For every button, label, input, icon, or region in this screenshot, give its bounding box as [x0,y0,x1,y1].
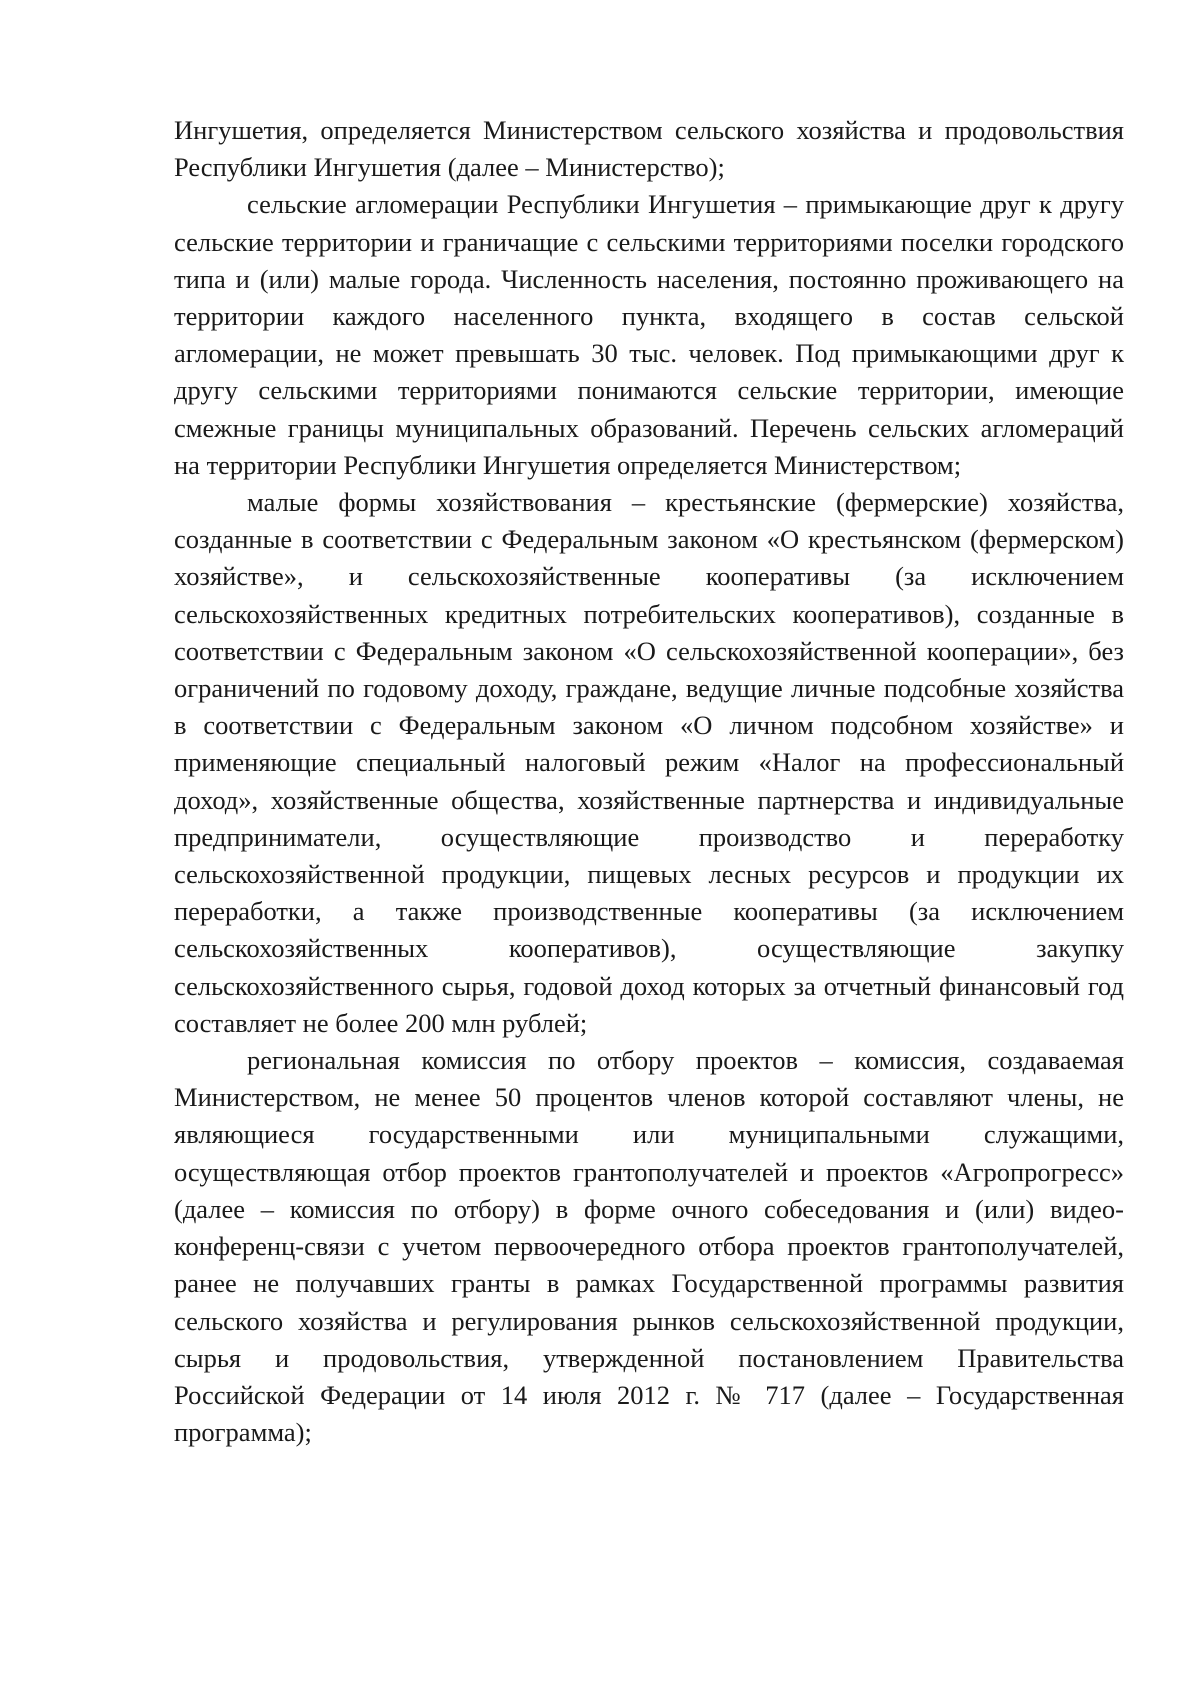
document-body [174,112,1124,1451]
paragraph-continuation-ministry: Ингушетия, определяется Министерством сельского хозяйства и продовольствия Республики Ингушетия (далее – Министерство); [174,115,1124,183]
paragraph-rural-agglomerations: сельские агломерации Республики Ингушетия – примыкающие друг к другу сельские территории и граничащие с сельскими территориями поселки городского типа и (или) малые города. Численность населения, постоянно проживающего на территории каждого населенного пункта, входящего в состав сельской агломерации, не может превышать 30 тыс. человек. Под примыкающими друг к другу сельскими территориями понимаются сельские территории, имеющие смежные границы муниципальных образований. Перечень сельских агломераций на территории Республики Ингушетия определяется Министерством; [174,189,1124,480]
paragraph-regional-commission: региональная комиссия по отбору проектов – комиссия, создаваемая Министерством, не менее 50 процентов членов которой составляют члены, не являющиеся государственными или муниципальными служащими, осуществляющая отбор проектов грантополучателей и проектов «Агропрогресс» (далее – комиссия по отбору) в форме очного собеседования и (или) видео-конференц-связи с учетом первоочередного отбора проектов грантополучателей, ранее не получавших гранты в рамках Государственной программы развития сельского хозяйства и регулирования рынков сельскохозяйственной продукции, сырья и продовольствия, утвержденной постановлением Правительства Российской Федерации от 14 июля 2012 г. № 717 (далее – Государственная программа); [174,1045,1124,1448]
paragraph-small-business-forms: малые формы хозяйствования – крестьянские (фермерские) хозяйства, созданные в соответствии с Федеральным законом «О крестьянском (фермерском) хозяйстве», и сельскохозяйственные кооперативы (за исключением сельскохозяйственных кредитных потребительских кооперативов), созданные в соответствии с Федеральным законом «О сельскохозяйственной кооперации», без ограничений по годовому доходу, граждане, ведущие личные подсобные хозяйства в соответствии с Федеральным законом «О личном подсобном хозяйстве» и применяющие специальный налоговый режим «Налог на профессиональный доход», хозяйственные общества, хозяйственные партнерства и индивидуальные предприниматели, осуществляющие производство и переработку сельскохозяйственной продукции, пищевых лесных ресурсов и продукции их переработки, а также производственные кооперативы (за исключением сельскохозяйственных кооперативов), осуществляющие закупку сельскохозяйственного сырья, годовой доход которых за отчетный финансовый год составляет не более 200 млн рублей; [174,487,1124,1038]
